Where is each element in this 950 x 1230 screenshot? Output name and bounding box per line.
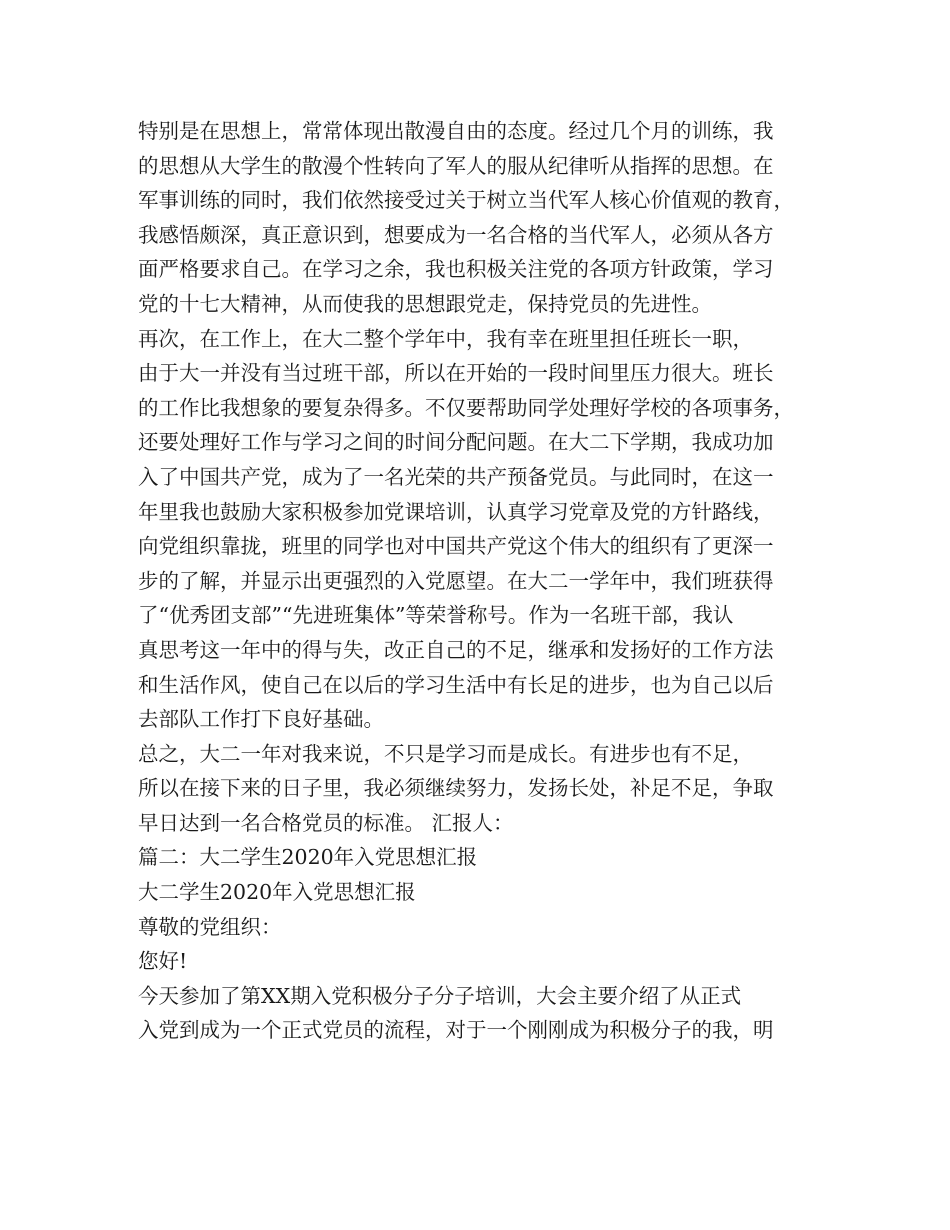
section-heading: 篇二：大二学生2020年入党思想汇报: [138, 845, 478, 870]
text-line: 的工作比我想象的要复杂得多。不仅要帮助同学处理好学校的各项事务，: [138, 395, 794, 420]
text-line: 去部队工作打下良好基础。: [138, 707, 384, 732]
text-line: 由于大一并没有当过班干部，所以在开始的一段时间里压力很大。班长: [138, 361, 774, 386]
text-line: 再次，在工作上，在大二整个学年中，我有幸在班里担任班长一职，: [138, 326, 753, 351]
text-line: 的思想从大学生的散漫个性转向了军人的服从纪律听从指挥的思想。在: [138, 153, 774, 178]
text-line: 面严格要求自己。在学习之余，我也积极关注党的各项方针政策，学习: [138, 257, 774, 282]
text-line: 年里我也鼓励大家积极参加党课培训，认真学习党章及党的方针路线，: [138, 499, 774, 524]
text-line: 军事训练的同时，我们依然接受过关于树立当代军人核心价值观的教育，: [138, 188, 794, 213]
text-line: 向党组织靠拢，班里的同学也对中国共产党这个伟大的组织有了更深一: [138, 534, 774, 559]
salutation: 尊敬的党组织：: [138, 914, 282, 939]
text-line: 入了中国共产党，成为了一名光荣的共产预备党员。与此同时，在这一: [138, 464, 774, 489]
text-line: 真思考这一年中的得与失，改正自己的不足，继承和发扬好的工作方法: [138, 637, 774, 662]
text-line: 步的了解，并显示出更强烈的入党愿望。在大二一学年中，我们班获得: [138, 568, 774, 593]
document-body: [138, 114, 818, 1048]
text-line: 入党到成为一个正式党员的流程，对于一个刚刚成为积极分子的我，明: [138, 1018, 774, 1043]
greeting: 您好!: [138, 949, 188, 974]
text-line: 还要处理好工作与学习之间的时间分配问题。在大二下学期，我成功加: [138, 430, 774, 455]
text-line: 今天参加了第XX期入党积极分子分子培训，大会主要介绍了从正式: [138, 983, 742, 1008]
text-line: 所以在接下来的日子里，我必须继续努力，发扬长处，补足不足，争取: [138, 776, 774, 801]
text-line: 总之，大二一年对我来说，不只是学习而是成长。有进步也有不足，: [138, 741, 753, 766]
text-line: 我感悟颇深，真正意识到，想要成为一名合格的当代军人，必须从各方: [138, 222, 774, 247]
text-line: 党的十七大精神，从而使我的思想跟党走，保持党员的先进性。: [138, 291, 712, 316]
text-line: 特别是在思想上，常常体现出散漫自由的态度。经过几个月的训练，我: [138, 119, 774, 143]
text-line: 早日达到一名合格党员的标准。 汇报人：: [138, 810, 514, 835]
article-title: 大二学生2020年入党思想汇报: [138, 880, 416, 905]
text-line: 了“优秀团支部”“先进班集体”等荣誉称号。作为一名班干部，我认: [138, 603, 734, 628]
text-line: 和生活作风，使自己在以后的学习生活中有长足的进步，也为自己以后: [138, 672, 774, 697]
